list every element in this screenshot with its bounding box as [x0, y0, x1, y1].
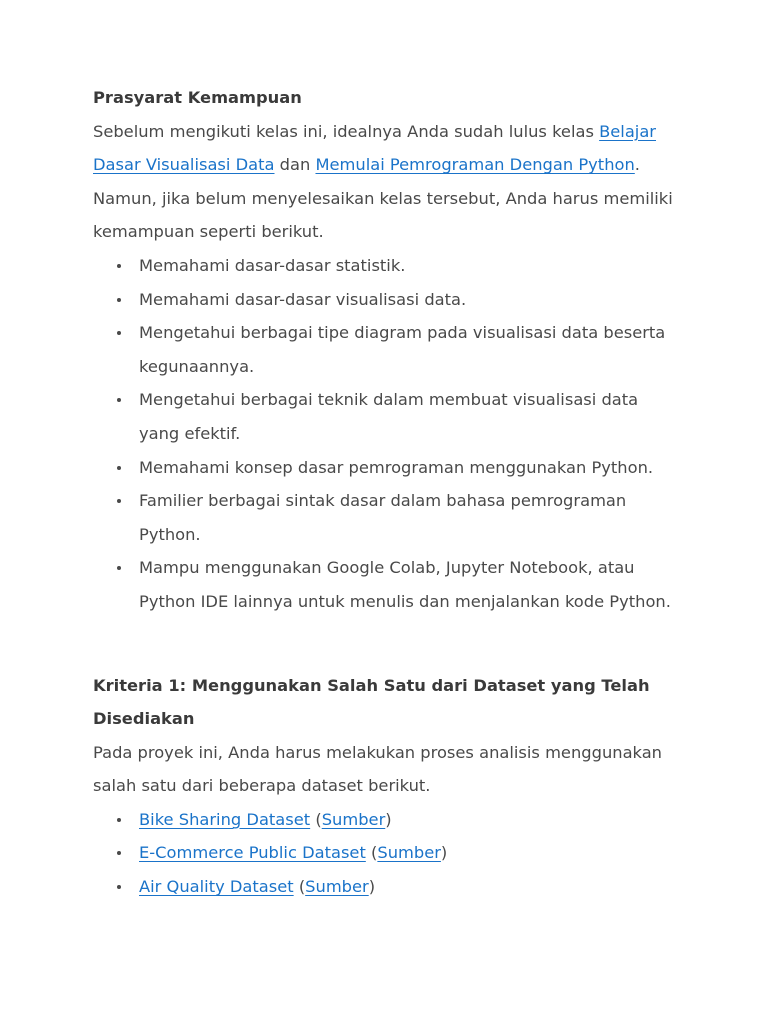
dataset-link-ecommerce[interactable] — [122, 843, 366, 862]
list-item: Mengetahui berbagai teknik dalam membuat visualisasi data yang efektif. — [139, 383, 678, 450]
dataset-name: Bike Sharing Dataset — [139, 809, 311, 829]
dataset-name: Air Quality Dataset — [139, 877, 294, 897]
prerequisites-heading: Prasyarat Kemampuan — [93, 88, 302, 107]
prerequisites-intro — [93, 115, 678, 249]
source-link[interactable]: Sumber — [321, 809, 386, 829]
prerequisites-list — [93, 249, 678, 619]
intro-text-1: Sebelum mengikuti kelas ini, idealnya Anda sudah lulus kelas — [93, 121, 600, 141]
dataset-list — [93, 803, 678, 904]
list-item: Memahami dasar-dasar visualisasi data. — [139, 283, 678, 317]
link-memulai-pemrograman-python[interactable]: Memulai Pemrograman Dengan Python — [315, 155, 635, 175]
criteria-intro: Pada proyek ini, Anda harus melakukan proses analisis menggunakan salah satu dari beberapa dataset berikut. — [93, 742, 662, 796]
document-content — [93, 81, 678, 904]
link-belajar-dasar-visualisasi-data[interactable]: Belajar Dasar Visualisasi Data — [93, 121, 656, 175]
criteria-heading: Kriteria 1: Menggunakan Salah Satu dari Dataset yang Telah Disediakan — [93, 675, 650, 729]
list-item: Mengetahui berbagai tipe diagram pada visualisasi data beserta kegunaannya. — [139, 316, 678, 383]
section-spacer — [93, 619, 678, 669]
dataset-link-air-quality[interactable] — [122, 877, 294, 896]
list-item: Familier berbagai sintak dasar dalam bahasa pemrograman Python. — [139, 484, 678, 551]
list-item: Memahami dasar-dasar statistik. — [139, 249, 678, 283]
dataset-item: Air Quality Dataset (Sumber) — [139, 870, 678, 904]
dataset-link-bike-sharing[interactable] — [122, 810, 310, 829]
list-item: Mampu menggunakan Google Colab, Jupyter Notebook, atau Python IDE lainnya untuk menulis dan menjalankan kode Python. — [139, 551, 678, 618]
source-link[interactable]: Sumber — [377, 843, 441, 863]
dataset-item: Bike Sharing Dataset (Sumber) — [139, 803, 678, 837]
list-item: Memahami konsep dasar pemrograman menggunakan Python. — [139, 451, 678, 485]
dataset-name: E-Commerce Public Dataset — [139, 843, 366, 863]
intro-text-3: . Namun, jika belum menyelesaikan kelas tersebut, Anda harus memiliki kemampuan seperti berikut. — [93, 155, 673, 242]
source-link[interactable]: Sumber — [305, 877, 369, 897]
intro-text-2: dan — [274, 155, 316, 175]
dataset-item: E-Commerce Public Dataset (Sumber) — [139, 836, 678, 870]
